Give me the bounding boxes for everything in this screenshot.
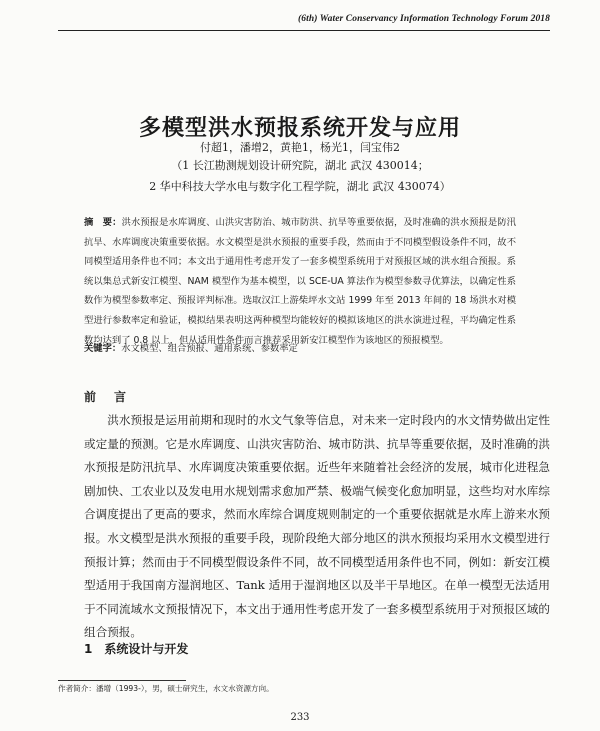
authors: 付超1，潘增2，黄艳1，杨光1，闫宝伟2 bbox=[200, 141, 400, 154]
footnote: 作者简介：潘增（1993-），男，硕士研究生，水文水资源方向。 bbox=[58, 684, 274, 693]
keywords-label: 关键字： bbox=[84, 343, 122, 354]
body-paragraph: 洪水预报是运用前期和现时的水文气象等信息，对未来一定时段内的水文情势做出定性或定量的预测。它是水库调度、山洪灾害防治、城市防洪、抗旱等重要依据，及时准确的洪水预报是防汛抗旱、水库调度决策重要依据。近些年来随着社会经济的发展，城市化进程急剧加快、工农业以及发电用水规划需求愈加严禁、极端气候变化愈加明显，这些均对水库综合调度提出了更高的要求，然而水库综合调度规则制定的一个重要依据就是水库上游来水预报。水文模型是洪水预报的重要手段，现阶段绝大部分地区的洪水预报均采用水文模型进行预报计算；然而由于不同模型假设条件不同，故不同模型适用条件也不同，例如：新安江模型适用于我国南方湿润地区、Tank 适用于湿润地区以及半干旱地区。在单一模型无法适用于不同流域水文预报情况下，本文出于通用性考虑开发了一套多模型系统用于对预报区域的组合预报。 bbox=[84, 413, 550, 640]
page-number: 233 bbox=[290, 712, 310, 723]
section-preface-heading: 前 言 bbox=[84, 390, 130, 404]
keywords-text: 水文模型、组合预报、通用系统、参数率定 bbox=[121, 343, 298, 354]
footnote-rule bbox=[58, 680, 186, 681]
affiliation-2: 2 华中科技大学水电与数字化工程学院，湖北 武汉 430074） bbox=[149, 180, 451, 193]
running-header: (6th) Water Conservancy Information Technology Forum 2018 bbox=[297, 14, 550, 24]
keywords bbox=[84, 340, 516, 354]
header-rule bbox=[58, 30, 550, 31]
section-1-number: 1 bbox=[84, 642, 93, 656]
abstract bbox=[84, 213, 516, 350]
affiliation-1: （1 长江勘测规划设计研究院，湖北 武汉 430014； bbox=[171, 159, 429, 172]
abstract-label: 摘 要： bbox=[84, 217, 122, 228]
section-1-heading bbox=[84, 640, 188, 657]
abstract-text: 洪水预报是水库调度、山洪灾害防治、城市防洪、抗旱等重要依据，及时准确的洪水预报是防汛抗旱、水库调度决策重要依据。水文模型是洪水预报的重要手段，然而由于不同模型假设条件不同，故不同模型适用条件也不同；本文出于通用性考虑开发了一套多模型系统用于对预报区域的洪水组合预报。系统以集总式新安江模型、NAM 模型作为基本模型，以 SCE-UA 算法作为模型参数寻优算法，以确定性系数作为模型参数率定、预报评判标准。选取汉江上游柴坪水文站 1999 年至 2013 年间的 18 场洪水对模型进行参数率定和验证，模拟结果表明这两种模型均能较好的模拟该地区的洪水演进过程，平均确定性系数均达到了 0.8 以上，但从适用性条件而言推荐采用新安江模型作为该地区的预报模型。 bbox=[84, 217, 516, 346]
section-1-title: 系统设计与开发 bbox=[104, 642, 189, 656]
paper-title: 多模型洪水预报系统开发与应用 bbox=[138, 115, 461, 141]
